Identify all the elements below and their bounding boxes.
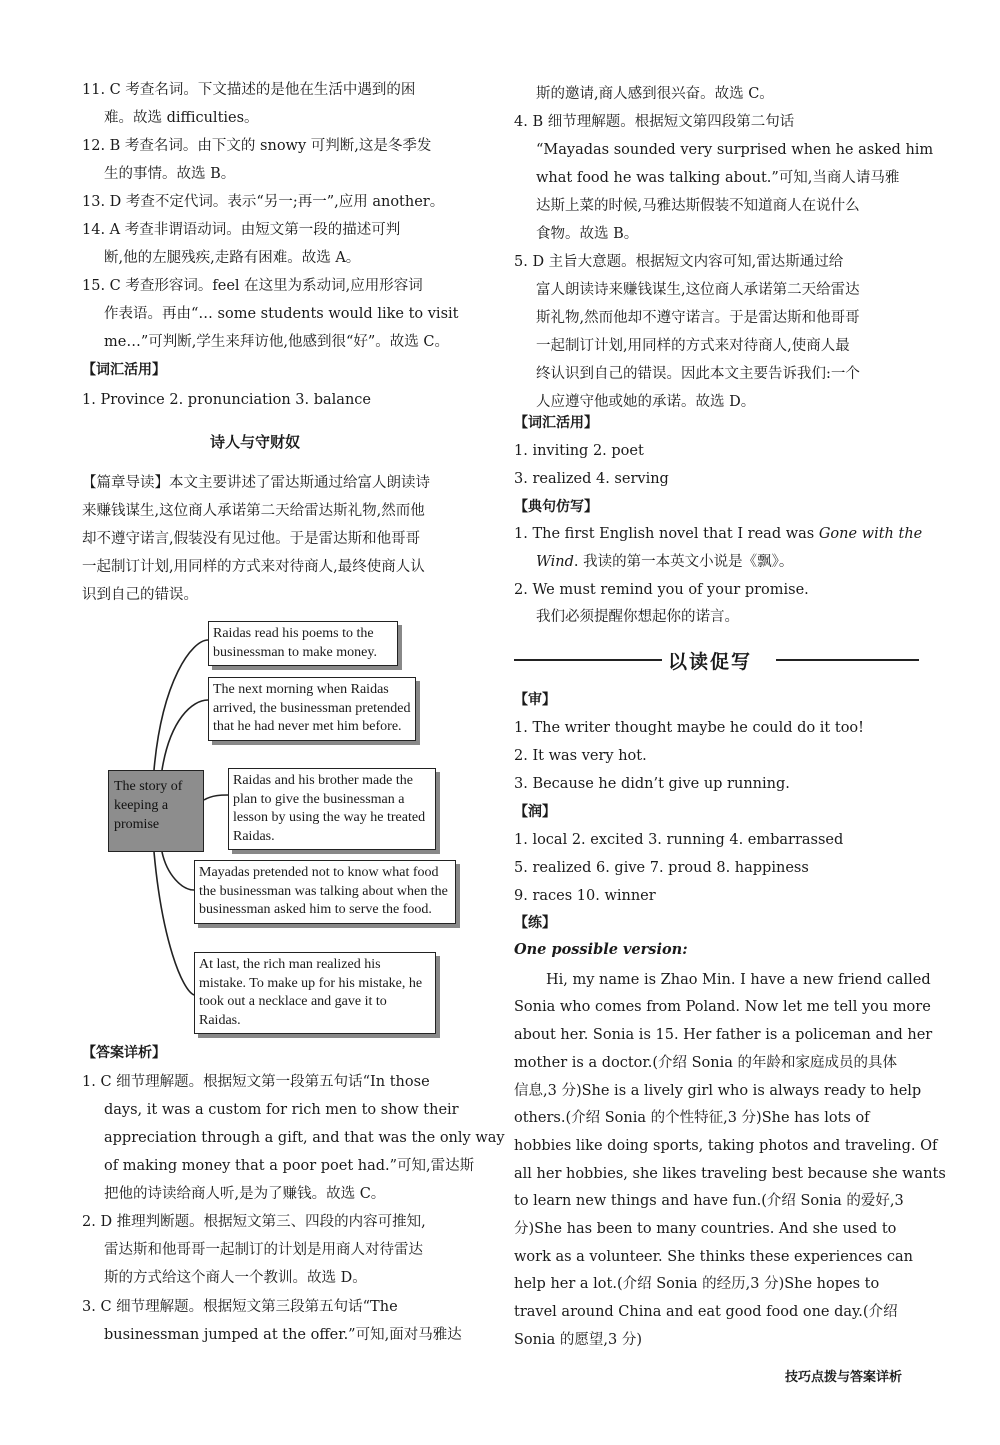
answer-text-line: 达斯上菜的时候,马雅达斯假装不知道商人在说什么 xyxy=(536,198,860,214)
essay-text-line: Sonia who comes from Poland. Now let me tell you more xyxy=(514,999,931,1015)
answer-text-line: 斯的邀请,商人感到很兴奋。故选 C。 xyxy=(536,86,774,102)
answer-text-line: “Mayadas sounded very surprised when he asked him xyxy=(536,142,934,158)
essay-text-line: 分)She has been to many countries. And she used to xyxy=(514,1221,897,1237)
version-label-colon: : xyxy=(682,941,688,958)
imitate-sentence-1 xyxy=(514,524,922,544)
shen-answer-line: 1. The writer thought maybe he could do it too! xyxy=(514,720,864,736)
answer-text-line: 斯礼物,然而他却不遵守诺言。于是雷达斯和他哥哥 xyxy=(536,310,860,326)
shen-header: 【审】 xyxy=(514,692,556,708)
run-header: 【润】 xyxy=(514,804,556,820)
divider-rule-right xyxy=(776,659,919,661)
answer-text-line: 3. C 细节理解题。根据短文第三段第五句话“The xyxy=(82,1299,398,1315)
question-note-line: 断,他的左腿残疾,走路有困难。故选 A。 xyxy=(104,250,361,266)
essay-text-line: mother is a doctor.(介绍 Sonia 的年龄和家庭成员的具体 xyxy=(514,1055,898,1071)
essay-text-line: to learn new things and have fun.(介绍 Sonia 的爱好,3 xyxy=(514,1193,904,1209)
article-title: 诗人与守财奴 xyxy=(210,433,301,451)
answer-text-line: 1. C 细节理解题。根据短文第一段第五句话“In those xyxy=(82,1074,430,1090)
answer-text-line: 富人朗读诗来赚钱谋生,这位商人承诺第二天给雷达 xyxy=(536,282,860,298)
divider-rule-left xyxy=(514,659,662,661)
imitate-sentence-1-translation: . 我读的第一本英文小说是《飘》。 xyxy=(573,554,794,570)
answer-text-line: 雷达斯和他哥哥一起制订的计划是用商人对待雷达 xyxy=(104,1242,423,1258)
mind-map-box-4: Mayadas pretended not to know what food the businessman was talking about when the businessman asked him to serve the food. xyxy=(194,860,456,924)
question-note-line: 11. C 考查名词。下文描述的是他在生活中遇到的困 xyxy=(82,82,416,98)
mind-map-box-2: The next morning when Raidas arrived, the businessman pretended that he had never met him before. xyxy=(208,677,416,741)
mind-map xyxy=(82,610,482,1040)
essay-text-line: help her a lot.(介绍 Sonia 的经历,3 分)She hopes to xyxy=(514,1276,880,1292)
vocab-answers-left: 1. Province 2. pronunciation 3. balance xyxy=(82,392,371,408)
guide-text-line: 识到自己的错误。 xyxy=(82,587,198,603)
question-note-line: 生的事情。故选 B。 xyxy=(104,166,236,182)
guide-text-line: 来赚钱谋生,这位商人承诺第二天给雷达斯礼物,然而他 xyxy=(82,503,425,519)
essay-text-line: Hi, my name is Zhao Min. I have a new friend called xyxy=(546,972,931,988)
essay-text-line: about her. Sonia is 15. Her father is a policeman and her xyxy=(514,1027,933,1043)
essay-text-line: work as a volunteer. She thinks these experiences can xyxy=(514,1249,913,1265)
answer-text-line: 2. D 推理判断题。根据短文第三、四段的内容可推知, xyxy=(82,1214,426,1230)
answer-text-line: 人应遵守他或她的承诺。故选 D。 xyxy=(536,394,756,410)
run-answer-line: 1. local 2. excited 3. running 4. embarrassed xyxy=(514,832,844,848)
answer-text-line: businessman jumped at the offer.”可知,面对马雅达 xyxy=(104,1327,462,1343)
imitate-header: 【典句仿写】 xyxy=(514,499,598,515)
guide-text-line: 【篇章导读】本文主要讲述了雷达斯通过给富人朗读诗 xyxy=(82,475,430,491)
imitate-text-line: 2. We must remind you of your promise. xyxy=(514,582,809,598)
connector-1 xyxy=(154,640,208,770)
imitate-sentence-1-cont xyxy=(536,552,793,572)
essay-text-line: travel around China and eat good food one day.(介绍 xyxy=(514,1304,898,1320)
answer-text-line: 一起制订计划,用同样的方式来对待商人,使商人最 xyxy=(536,338,850,354)
mind-map-box-1: Raidas read his poems to the businessman to make money. xyxy=(208,621,398,666)
shen-answer-line: 3. Because he didn’t give up running. xyxy=(514,776,790,792)
answer-text-line: what food he was talking about.”可知,当商人请马雅 xyxy=(536,170,900,186)
mind-map-box-5: At last, the rich man realized his mistake. To make up for his mistake, he took out a necklace and gave it to Raidas. xyxy=(194,952,436,1034)
answer-text-line: 4. B 细节理解题。根据短文第四段第二句话 xyxy=(514,114,795,130)
question-note-line: me…”可判断,学生来拜访他,他感到很“好”。故选 C。 xyxy=(104,334,449,350)
vocab-answer-line: 1. inviting 2. poet xyxy=(514,443,644,459)
answer-text-line: of making money that a poor poet had.”可知,雷达斯 xyxy=(104,1158,475,1174)
vocab-header-left: 【词汇活用】 xyxy=(82,362,166,378)
answer-text-line: 终认识到自己的错误。因此本文主要告诉我们:一个 xyxy=(536,366,860,382)
run-answer-line: 5. realized 6. give 7. proud 8. happiness xyxy=(514,860,809,876)
shen-answer-line: 2. It was very hot. xyxy=(514,748,647,764)
connector-4 xyxy=(162,852,194,890)
imitate-sentence-1-text: 1. The first English novel that I read was xyxy=(514,526,819,542)
imitate-text-line: 我们必须提醒你想起你的诺言。 xyxy=(536,609,739,625)
question-note-line: 13. D 考查不定代词。表示“另一;再一”,应用 another。 xyxy=(82,194,445,210)
run-answer-line: 9. races 10. winner xyxy=(514,888,656,904)
guide-text-line: 一起制订计划,用同样的方式来对待商人,最终使商人认 xyxy=(82,559,425,575)
answer-header: 【答案详析】 xyxy=(82,1045,166,1061)
guide-text-line: 却不遵守诺言,假装没有见过他。于是雷达斯和他哥哥 xyxy=(82,531,421,547)
answer-text-line: 食物。故选 B。 xyxy=(536,226,639,242)
page-footer: 技巧点拨与答案详析 xyxy=(784,1370,902,1385)
essay-text-line: 信息,3 分)She is a lively girl who is always ready to help xyxy=(514,1083,922,1099)
vocab-header-right: 【词汇活用】 xyxy=(514,415,598,431)
section-divider xyxy=(514,650,919,673)
answer-text-line: 把他的诗读给商人听,是为了赚钱。故选 C。 xyxy=(104,1186,386,1202)
connector-2 xyxy=(162,700,208,770)
answer-text-line: appreciation through a gift, and that was the only way xyxy=(104,1130,505,1146)
vocab-answer-line: 3. realized 4. serving xyxy=(514,471,669,487)
connector-5 xyxy=(154,852,194,995)
version-label xyxy=(514,940,688,960)
question-note-line: 难。故选 difficulties。 xyxy=(104,110,259,126)
connector-3 xyxy=(204,795,228,800)
imitate-sentence-1-title-end: Wind xyxy=(536,554,574,570)
essay-text-line: hobbies like doing sports, taking photos and traveling. Of xyxy=(514,1138,938,1154)
answer-text-line: 斯的方式给这个商人一个教训。故选 D。 xyxy=(104,1270,367,1286)
question-note-line: 12. B 考查名词。由下文的 snowy 可判断,这是冬季发 xyxy=(82,138,432,154)
mind-map-box-3: Raidas and his brother made the plan to give the businessman a lesson by using the way he treated Raidas. xyxy=(228,768,436,850)
imitate-sentence-1-title: Gone with the xyxy=(818,526,923,542)
version-label-text: One possible version xyxy=(514,941,683,958)
section-title: 以读促写 xyxy=(668,651,753,673)
essay-text-line: others.(介绍 Sonia 的个性特征,3 分)She has lots of xyxy=(514,1110,870,1126)
answer-text-line: 5. D 主旨大意题。根据短文内容可知,雷达斯通过给 xyxy=(514,254,844,270)
answer-text-line: days, it was a custom for rich men to show their xyxy=(104,1102,459,1118)
question-note-line: 作表语。再由“… some students would like to visit xyxy=(104,306,459,322)
essay-text-line: all her hobbies, she likes traveling best because she wants xyxy=(514,1166,946,1182)
essay-text-line: Sonia 的愿望,3 分) xyxy=(514,1332,642,1348)
lian-header: 【练】 xyxy=(514,915,556,931)
question-note-line: 15. C 考查形容词。feel 在这里为系动词,应用形容词 xyxy=(82,278,423,294)
question-note-line: 14. A 考查非谓语动词。由短文第一段的描述可判 xyxy=(82,222,401,238)
mind-map-center: The story of keeping a promise xyxy=(108,770,204,852)
